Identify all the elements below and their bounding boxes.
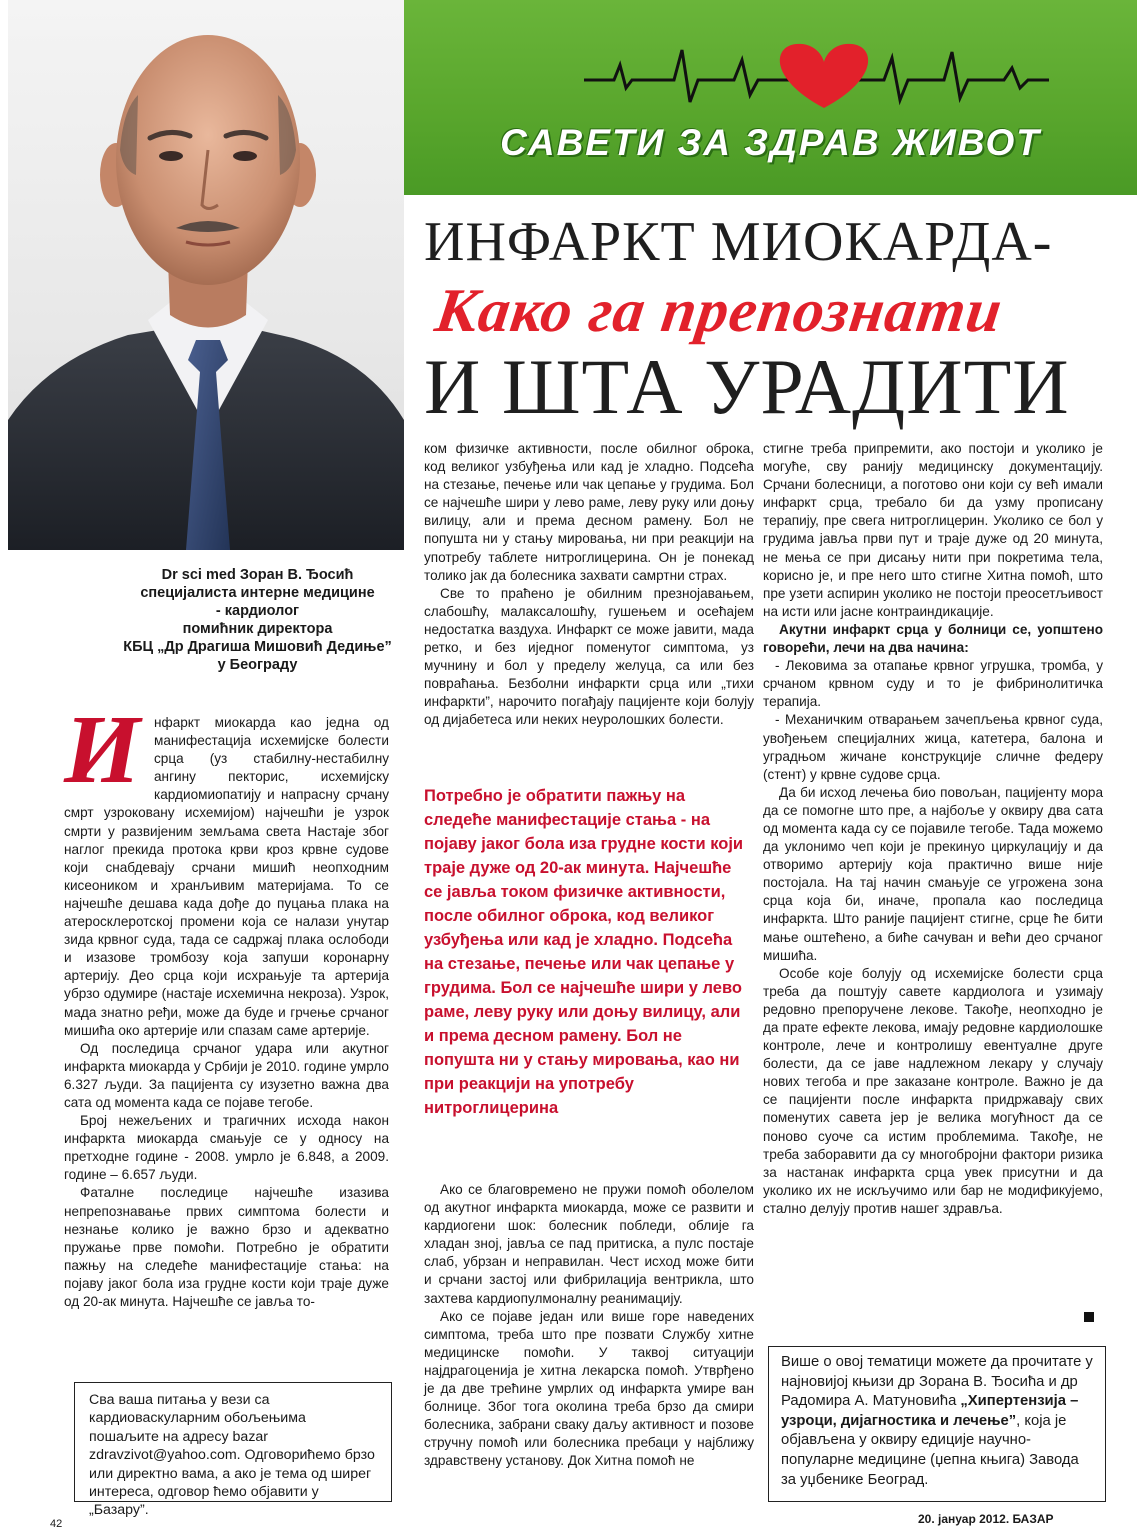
paragraph: Фаталне последице најчешће изазива непрепознавање првих симптома болести и незнање колико је важно брзо и адекватно пружање прве помоћи. Потребно је обратити пажњу на следеће манифестације стања: на појаву јаког бола иза грудне кости који траје дуже од 20-ак минута. Најчешће се јавља то-	[64, 1185, 389, 1309]
paragraph: стигне треба припремити, ако постоји и уколико је могуће, сву ранију медицинску документацију. Срчани болесници, а поготово они који су већ имали инфаркт срца, требало би да узму прописану терапију, пре свега нитроглицерин. Уколико се бол у грудима јавља први пут и траје дуже од 20 минута, не мења се при дисању нити при покретима тела, корисно је, и пре него што стигне Хитна помоћ, што пре узети аспирин уколико не постоји преосетљивост на исти или јасне контраиндикације.	[763, 441, 1103, 619]
end-mark-icon	[1084, 1312, 1094, 1322]
paragraph-bold: Акутни инфаркт срца у болници се, уопштено говорећи, лечи на два начина:	[763, 621, 1103, 656]
headline-subtitle: Како га препознати	[431, 277, 1007, 345]
list-item: - Механичким отварањем зачепљења крвног суда, увођењем специјалних жица, катетера, балона и уградњом жичане конструкције сличне федеру (стент) у крвне судове срца.	[763, 712, 1103, 782]
caption-name: Dr sci med Зоран В. Ђосић	[161, 567, 354, 583]
paragraph: Особе које болују од исхемијске болести срца треба да поштују савете кардиолога и узимају редовно препоручене лекове. Такође, неопходно је да прате ефекте лекова, имају редовне кардиолошке контроле, лече и контролишу евентуалне друге болести, да се јаве надлежном лекару у случају нових тегоба и пре заказане контроле. Важно је да се пацијенти после инфаркта придржавају свих поменутих савета јер је велика могућност да се поново суоче са истим проблемима. Такође, не треба заборавити да су многобројни фактори ризика за настанак инфаркта срца увек присутни и да уколико их не искључимо или бар не модификујемо, стално делују против нашег здравља.	[763, 965, 1103, 1216]
headline-main: ИНФАРКТ МИОКАРДА-	[424, 211, 1053, 273]
contact-box	[74, 1382, 392, 1519]
paragraph: Ако се појаве један или више горе наведених симптома, треба што пре позвати Службу хитне медицинске помоћи. У таквој ситуацији најдрагоценија је хитна лекарска помоћ. Утврђено је да две трећине умрлих од инфаркта умире ван болнице. Због тога околина треба брзо да смири болесника, забрани сваку даљу активност и позове стручну помоћ или болесника пребаци у најближу здравствену установу. Док Хитна помоћ не	[424, 1308, 754, 1469]
portrait-caption	[100, 566, 415, 674]
paragraph: Од последица срчаног удара или акутног инфаркта миокарда у Србији је 2010. године умрло 6.327 људи. За пацијента су изузетно важна два сата од момента када се појаве тегобе.	[64, 1040, 389, 1110]
headline-tail: И ШТА УРАДИТИ	[424, 343, 1070, 430]
paragraph: Све то праћено је обилним презнојавањем, слабошћу, малаксалошћу, гушењем и осећајем недостатка ваздуха. Инфаркт се може јавити, мада ретко, и без иједног поменутог симптома, уз мучнину и бол у пределу желуца, са или без повраћања. Безболни инфаркти срца или „тихи инфаркти”, нарочито погађају пацијенте који болују од дијабетеса или неких неуролошких болести.	[424, 585, 754, 728]
issue-date: 20. јануар 2012. БАЗАР	[918, 1512, 1054, 1526]
caption-title: специјалиста интерне медицине	[140, 585, 375, 601]
book-title: „Хипертензија – узроци, дијагностика и лечење”	[781, 1393, 1079, 1429]
section-banner	[404, 0, 1137, 195]
caption-city: у Београду	[217, 657, 298, 673]
article-column-3	[763, 440, 1103, 1218]
caption-institution: КБЦ „Др Драгиша Мишовић Дедиње”	[123, 639, 392, 655]
contact-text: Сва ваша питања у вези са кардиоваскуларним обољењима пошаљите на адресу bazar zdravzivot@yahoo.com. Одговорићемо брзо или директно вама, а ако је тема од ширег интереса, одговор ћемо објавити у „Базару”.	[89, 1392, 375, 1519]
heartbeat-heart-icon	[554, 40, 1054, 120]
list-item: - Лековима за отапање крвног угрушка, тромба, у срчаном крвном суду и то је фибринолитичка терапија.	[763, 658, 1103, 710]
author-portrait	[8, 0, 404, 550]
paragraph: Број нежељених и трагичних исхода након инфаркта миокарда смањује се у односу на претходне године - 2008. умрло је 6.848, а 2009. године – 6.657 људи.	[64, 1113, 389, 1183]
page-number: 42	[50, 1518, 63, 1530]
article-column-1	[64, 696, 389, 1311]
book-info-text-2: , која је објављена у оквиру едиције научно-популарне медицине (џепна књига) Завода за уџбенике Београд.	[781, 1412, 1079, 1488]
paragraph: Ако се благовремено не пружи помоћ оболелом од акутног инфаркта миокарда, може се развити и кардиогени шок: болесник побледи, облије га хладан зној, јавља се пад притиска, а пулс постаје слаб, убрзан и неправилан. Чест исход може бити и срчани застој или фибрилација вентрикла, што захтева кардиопулмоналну реанимацију.	[424, 1182, 754, 1306]
paragraph: Да би исход лечења био повољан, пацијенту мора да се помогне што пре, а најбоље у оквиру два сата од момента када су се појавиле тегобе. Тада можемо да уклонимо чеп који је прекинуо циркулацију и да отворимо артерију која практично више није постојала. На тај начин смањује се угрожена зона срца која би, иначе, пропала као последица инфаркта. Што раније пацијент стигне, срце ће бити мање оштећено, а биће сачуван и већи део срчаног мишића.	[763, 784, 1103, 963]
article-column-2-bottom	[424, 1181, 754, 1471]
paragraph: ком физичке активности, после обилног оброка, код великог узбуђења или кад је хладно. Подсећа на стезање, печење или чак цепање у грудима. Бол се најчешће шири у лево раме, леву руку или доњу вилицу, али и према десном рамену. Бол не попушта ни у стању мировања, ни при реакцији на употребу таблете нитроглицерина. Он је понекад толико јак да болесника захвати самртни страх.	[424, 441, 754, 583]
paragraph: нфаркт миокарда као једна од манифестација исхемијске болести срца (уз стабилну-нестабилну ангину пекторис, исхемијску кардиомиопатију и напрасну срчану смрт узроковану исхемијом) најчешћи је узрок смрти у развијеним земљама света Настаје због наглог прекида протока крви кроз крвне судове који снабдевају срчани мишић неопходним кисеоником и хранљивим материјама. То се најчешће дешава када дође до пуцања плака на атеросклеротској промени која се налази унутар зида крвног суда, тада се садржај плака ослободи и изазове тромбозу која запуши коронарну артерију. Део срца који исхрањује та артерија убрзо одумире (настаје исхемична некроза). Узрок, мада знатно ређи, може да буде и грчење срчаног мишића око артерије или спазам саме артерије.	[64, 715, 389, 1038]
drop-cap: И	[64, 696, 141, 804]
caption-position: помићник директора	[182, 621, 333, 637]
banner-title: САВЕТИ ЗА ЗДРАВ ЖИВОТ	[500, 122, 1041, 163]
caption-specialty: - кардиолог	[215, 603, 300, 619]
article-column-2	[424, 440, 754, 730]
book-info-box	[768, 1346, 1106, 1502]
book-info-text-1: Више о овој тематици можете да прочитате у најновијој књизи др Зорана В. Ђосића и др Радомира А. Матуновића	[781, 1354, 1093, 1410]
pull-quote: Потребно је обратити пажњу на следеће манифестације стања - на појаву јаког бола иза грудне кости који траје дуже од 20-ак минута. Најчешће се јавља током физичке активности, после обилног оброка, код великог узбуђења или кад је хладно. Подсећа на стезање, печење или чак цепање у грудима. Бол се најчешће шири у лево раме, леву руку или доњу вилицу, али и према десном рамену. Бол не попушта ни у стању мировања, као ни при реакцији на употребу нитроглицерина	[424, 787, 744, 1117]
